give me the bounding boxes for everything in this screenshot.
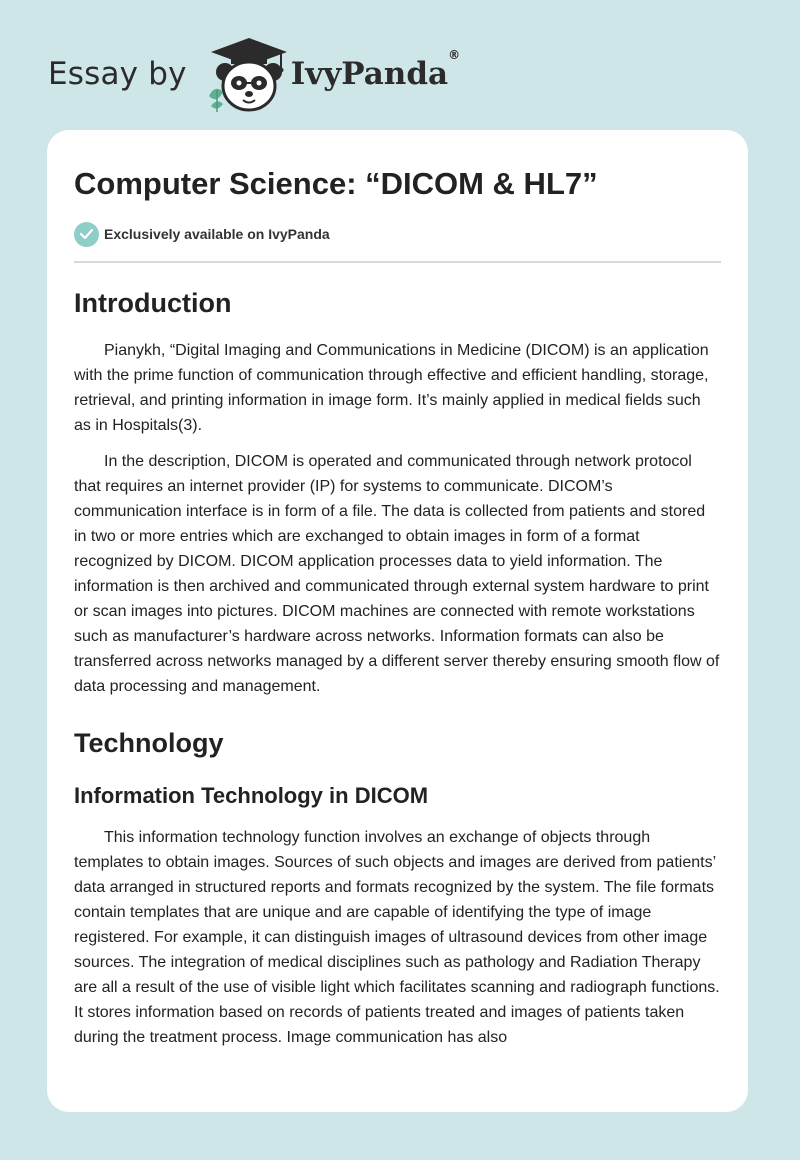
paragraph: In the description, DICOM is operated and communicated through network protocol that requires an internet provider (IP) for systems to communicate. DICOM’s communication interface is in form of a file. The data is collected from patients and stored in two or more entries which are exchanged to obtain images in form of a format recognized by DICOM. DICOM application processes data to yield information. The information is then archived and communicated through external system hardware to print or scan images into pictures. DICOM machines are connected with remote workstations such as manufacturer’s hardware across networks. Information formats can also be transferred across networks managed by a different server thereby ensuring smooth flow of data processing and management. bbox=[74, 453, 720, 695]
page-title: Computer Science: “DICOM & HL7” bbox=[74, 166, 598, 201]
brand-header[interactable] bbox=[48, 34, 460, 114]
brand-name-text: IvyPanda bbox=[290, 55, 449, 92]
check-circle-icon bbox=[74, 222, 99, 247]
paragraph: Pianykh, “Digital Imaging and Communications in Medicine (DICOM) is an application with the prime function of communication through effective and efficient handling, storage, retrieval, and printing information in image form. It’s mainly applied in medical fields such as in Hospitals(3). bbox=[74, 342, 709, 434]
essay-card bbox=[47, 130, 748, 1112]
section-heading-introduction: Introduction bbox=[74, 288, 232, 318]
brand-name bbox=[290, 47, 461, 92]
subheading-information-technology: Information Technology in DICOM bbox=[74, 783, 429, 808]
exclusive-badge bbox=[74, 221, 721, 247]
registered-mark: ® bbox=[448, 47, 461, 62]
paragraph: This information technology function involves an exchange of objects through templates to obtain images. Sources of such objects and images are derived from patients’ data arranged in structured reports and formats recognized by the system. The file formats contain templates that are unique and are capable of identifying the type of image registered. For example, it can distinguish images of ultrasound devices from other image sources. The integration of medical disciplines such as pathology and Radiation Therapy are all a result of the use of visible light which facilitates scanning and radiograph functions. It stores information based on records of patients treated and images of patients taken during the treatment process. Image communication has also bbox=[74, 829, 720, 1046]
panda-graduate-icon bbox=[201, 34, 297, 114]
brand-prefix: Essay by bbox=[48, 55, 187, 92]
section-heading-technology: Technology bbox=[74, 728, 224, 758]
exclusive-badge-text: Exclusively available on IvyPanda bbox=[104, 226, 330, 242]
title-divider bbox=[74, 261, 721, 263]
